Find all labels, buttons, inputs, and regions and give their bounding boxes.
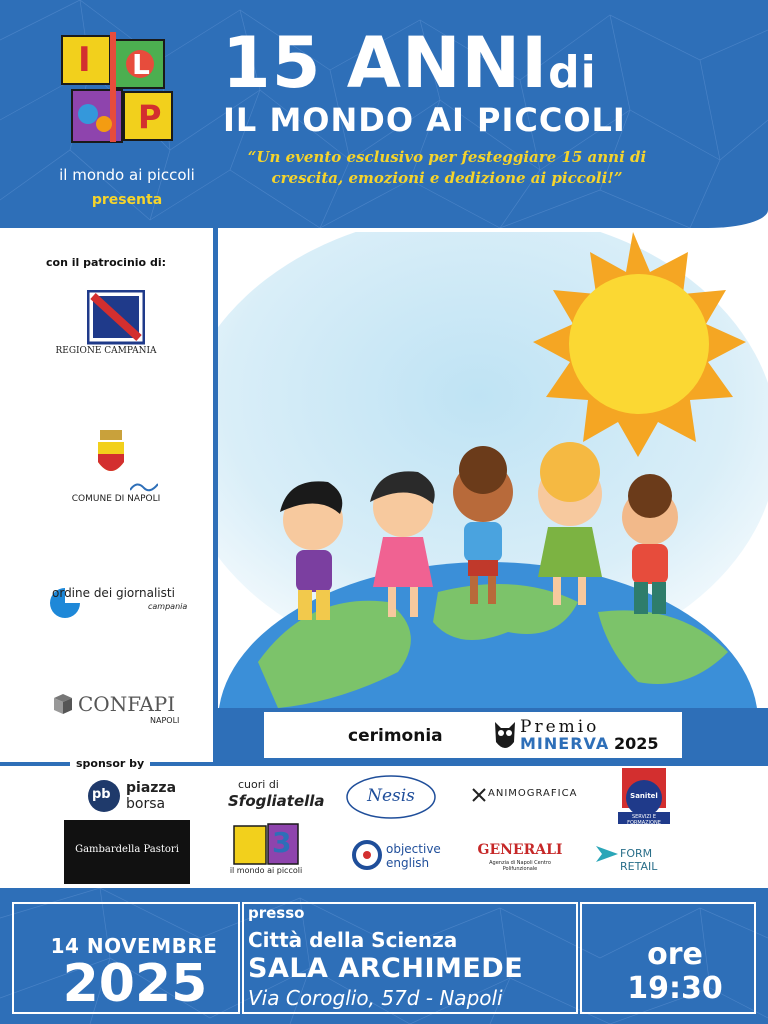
title-number: 15 ANNI <box>222 22 549 104</box>
event-date-year: 2025 <box>62 954 208 1014</box>
regione-campania-label: REGIONE CAMPANIA <box>55 346 157 356</box>
confapi-cube-icon <box>48 694 78 718</box>
premio-label: Premio <box>520 717 600 737</box>
form-retail-arrow-icon <box>596 846 618 862</box>
sponsor-il-mondo-ai-piccoli-3 <box>228 822 304 882</box>
regione-campania-emblem-icon <box>87 290 145 346</box>
toy-blocks-icon <box>52 30 202 165</box>
sponsor-nesis <box>346 774 436 820</box>
sanitel-sub: SERVIZI E FORMAZIONE <box>627 814 661 826</box>
page-title <box>222 22 597 108</box>
ordine-giornalisti-label: ordine dei giornalisti <box>52 586 175 600</box>
presenta-label: presenta <box>91 192 163 208</box>
page-subtitle: IL MONDO AI PICCOLI <box>223 101 626 139</box>
premio-band <box>218 708 768 762</box>
children-illustration <box>218 232 768 708</box>
ordine-giornalisti-logo <box>0 582 212 622</box>
sanitel-label: Sanitel <box>630 792 658 800</box>
confapi-sub: NAPOLI <box>150 716 180 725</box>
event-time: 19:30 <box>627 971 723 1006</box>
blocks-3-mark: 3 <box>272 826 292 859</box>
minerva-label: MINERVA <box>520 734 610 753</box>
presso-label: presso <box>248 904 305 922</box>
animografica-mark-icon <box>472 788 486 802</box>
patronage-title: con il patrocinio di: <box>46 256 166 269</box>
pb-mark: pb <box>92 787 111 802</box>
generali-sub: Agenzia di Napoli Centro Polifunzionale <box>489 860 551 872</box>
cuori-di-label: cuori di <box>238 778 279 791</box>
comune-napoli-label: COMUNE DI NAPOLI <box>71 494 161 504</box>
venue-name: Città della Scienza <box>248 928 458 952</box>
premio-box <box>264 712 682 758</box>
objective-target-icon <box>352 840 382 870</box>
logo-letter-p: P <box>138 98 162 136</box>
sfogliatella-label: Sfogliatella <box>228 792 325 810</box>
regione-campania-logo <box>0 290 212 370</box>
piazza-label: piazza <box>126 780 177 796</box>
sponsor-title: sponsor by <box>70 757 150 770</box>
logo-letter-l: L <box>132 48 150 81</box>
il-mondo-ai-piccoli-logo <box>52 30 202 220</box>
ordine-giornalisti-sub: campania <box>148 602 188 611</box>
logo-caption: il mondo ai piccoli <box>59 166 195 184</box>
owl-icon <box>492 718 518 754</box>
tagline: “Un evento esclusivo per festeggiare 15 anni di crescita, emozioni e dedizione ai piccoli!” <box>247 148 647 187</box>
footer-banner <box>0 888 768 1024</box>
form-retail-label: FORM RETAIL <box>620 847 658 873</box>
ore-label: ore <box>647 937 703 972</box>
napoli-shield-icon <box>94 430 128 480</box>
borsa-label: borsa <box>126 796 166 812</box>
sponsor-cuori-di-sfogliatella <box>228 778 325 814</box>
generali-label: GENERALI <box>477 842 563 858</box>
logo-letter-i: I <box>78 40 91 80</box>
event-date-day: 14 NOVEMBRE <box>50 934 218 958</box>
english-label: english <box>386 856 430 870</box>
confapi-logo <box>0 690 212 730</box>
comune-napoli-logo <box>0 430 212 510</box>
nesis-label: Nesis <box>367 786 415 806</box>
cerimonia-label: cerimonia <box>348 726 443 746</box>
animografica-label: ANIMOGRAFICA <box>488 788 578 799</box>
sponsor-form-retail <box>596 844 692 873</box>
objective-label: objective <box>386 842 441 856</box>
sponsor-piazza-borsa <box>88 778 188 814</box>
hall-name: SALA ARCHIMEDE <box>248 953 524 984</box>
sponsor-gambardella-pastori <box>64 820 190 884</box>
header-banner <box>0 0 768 228</box>
sponsor-generali <box>472 842 568 872</box>
title-di: di <box>548 47 597 98</box>
sponsor-animografica <box>472 786 578 806</box>
gambardella-label: Gambardella Pastori <box>75 844 179 855</box>
confapi-label: CONFAPI <box>78 692 176 716</box>
wave-icon <box>130 480 158 494</box>
premio-year: 2025 <box>614 734 659 753</box>
mondo-piccoli-sponsor-label: il mondo ai piccoli <box>229 866 303 875</box>
patronage-column <box>0 232 212 760</box>
sponsor-sanitel <box>616 768 672 826</box>
world-children-illustration <box>218 232 768 708</box>
venue-address: Via Coroglio, 57d - Napoli <box>248 986 503 1010</box>
sponsor-objective-english <box>352 838 452 872</box>
